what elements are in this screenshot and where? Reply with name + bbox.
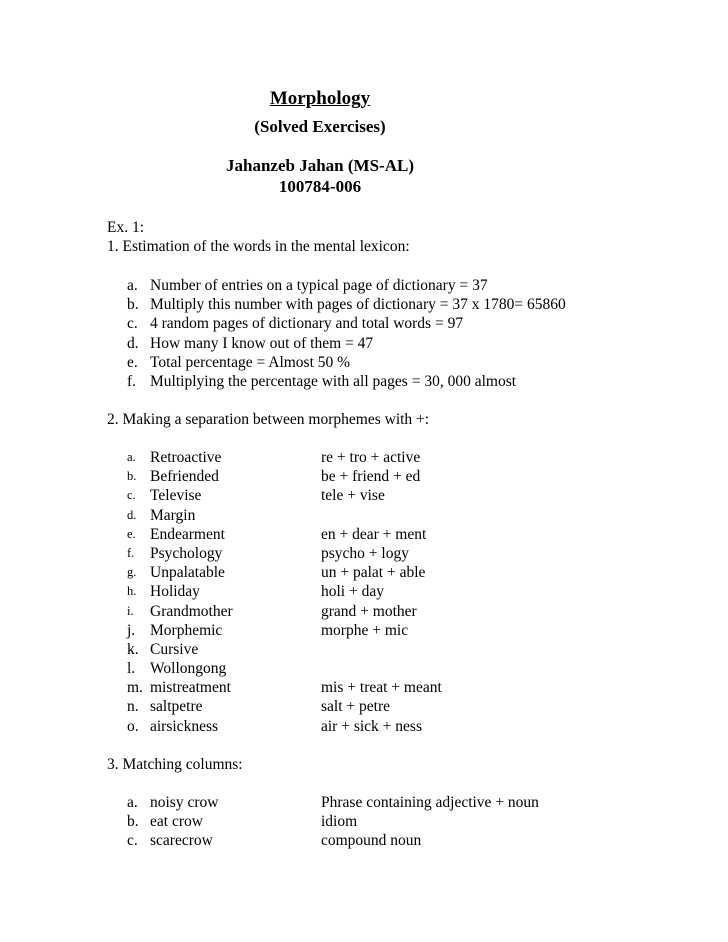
list-marker: n. <box>127 698 139 716</box>
list-marker: f. <box>127 545 135 560</box>
morpheme-split: mis + treat + meant <box>321 679 442 697</box>
list-marker: b. <box>127 296 139 314</box>
list-item-text: Televise <box>150 487 202 505</box>
list-item-text: 4 random pages of dictionary and total words = 97 <box>150 315 464 333</box>
list-item-text: Retroactive <box>150 449 222 466</box>
list-item-text: Endearment <box>150 525 225 543</box>
list-marker: d. <box>127 334 139 352</box>
page-title: Morphology <box>269 88 371 109</box>
list-marker: j. <box>127 621 136 639</box>
list-item-text: Total percentage = Almost 50 % <box>150 353 351 371</box>
list-marker: a. <box>127 277 138 294</box>
page-subtitle: (Solved Exercises) <box>254 117 386 136</box>
morpheme-split: tele + vise <box>321 487 385 505</box>
morpheme-split: psycho + logy <box>321 544 409 562</box>
student-id: 100784-006 <box>278 177 362 196</box>
question-1-title: 1. Estimation of the words in the mental lexicon: <box>107 238 410 255</box>
list-marker: e. <box>127 353 138 371</box>
list-item-text: noisy crow <box>150 794 219 811</box>
list-marker: e. <box>127 526 136 541</box>
morpheme-split: air + sick + ness <box>321 717 422 735</box>
list-marker: i. <box>127 603 134 618</box>
list-item-text: saltpetre <box>150 698 203 716</box>
morpheme-split: re + tro + active <box>321 449 421 466</box>
morpheme-split: be + friend + ed <box>321 468 421 486</box>
list-item-text: Multiply this number with pages of dictionary = 37 x 1780= 65860 <box>150 296 566 314</box>
matched-description: idiom <box>321 813 358 831</box>
exercise-label: Ex. 1: <box>107 219 145 236</box>
morpheme-split: en + dear + ment <box>321 525 427 543</box>
list-marker: c. <box>127 315 138 333</box>
list-item-text: scarecrow <box>150 832 213 850</box>
morpheme-split: un + palat + able <box>321 564 426 582</box>
list-item-text: Holiday <box>150 583 200 601</box>
list-item-text: Number of entries on a typical page of dictionary = 37 <box>150 277 488 294</box>
list-item-text: Cursive <box>150 640 199 658</box>
morpheme-split: grand + mother <box>321 602 417 620</box>
morpheme-split: salt + petre <box>321 698 390 716</box>
list-marker: f. <box>127 372 137 390</box>
list-marker: k. <box>127 640 139 658</box>
list-item-text: Wollongong <box>150 660 227 678</box>
list-item-text: Unpalatable <box>150 564 225 582</box>
list-item-text: eat crow <box>150 813 203 831</box>
author-name: Jahanzeb Jahan (MS-AL) <box>226 156 414 175</box>
list-item-text: Margin <box>150 506 196 524</box>
list-marker: c. <box>127 488 136 503</box>
matched-description: compound noun <box>321 832 422 850</box>
question-3-title: 3. Matching columns: <box>107 756 243 773</box>
list-item-text: Multiplying the percentage with all pages = 30, 000 almost <box>150 372 517 390</box>
list-item-text: mistreatment <box>150 679 231 697</box>
list-item-text: Morphemic <box>150 621 223 639</box>
list-marker: b. <box>127 813 139 831</box>
matched-description: Phrase containing adjective + noun <box>321 794 539 811</box>
list-marker: g. <box>127 565 137 580</box>
morpheme-split: holi + day <box>321 583 384 601</box>
morpheme-split: morphe + mic <box>321 621 409 639</box>
list-marker: a. <box>127 450 136 464</box>
list-marker: b. <box>127 469 137 484</box>
list-item-text: Befriended <box>150 468 219 486</box>
list-item-text: airsickness <box>150 717 219 735</box>
list-item-text: How many I know out of them = 47 <box>150 334 374 352</box>
list-marker: c. <box>127 832 138 850</box>
list-marker: h. <box>127 584 137 599</box>
list-item-text: Psychology <box>150 544 223 562</box>
question-2-title: 2. Making a separation between morphemes with +: <box>107 411 430 428</box>
list-marker: l. <box>127 660 136 678</box>
list-marker: o. <box>127 717 139 735</box>
list-marker: m. <box>127 679 143 697</box>
list-marker: a. <box>127 794 138 811</box>
list-marker: d. <box>127 507 137 522</box>
list-item-text: Grandmother <box>150 602 233 620</box>
